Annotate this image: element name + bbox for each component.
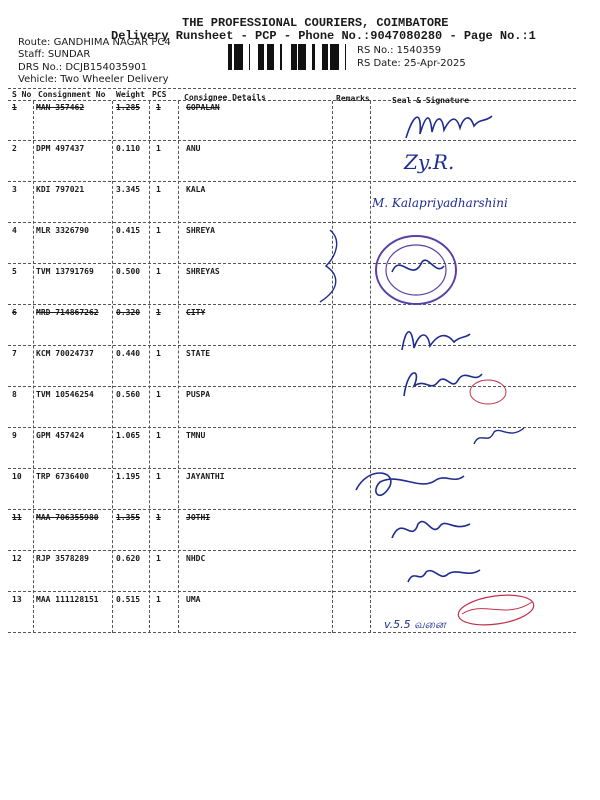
row-sno: 13 — [12, 595, 22, 604]
stamp-row13 — [452, 590, 542, 630]
barcode-bar — [330, 44, 333, 70]
vehicle-label: Vehicle: Two Wheeler Delivery — [18, 74, 169, 85]
row-pcs: 1 — [156, 267, 161, 276]
barcode — [228, 44, 356, 70]
company-name: THE PROFESSIONAL COURIERS, COIMBATORE — [182, 16, 449, 30]
col-header-pcs: PCS — [152, 90, 167, 99]
signature-row9 — [470, 420, 530, 450]
row-pcs: 1 — [156, 226, 161, 235]
row-pcs: 1 — [156, 554, 161, 563]
row-sno: 8 — [12, 390, 17, 399]
row-sno: 1 — [12, 103, 17, 112]
barcode-bar — [345, 44, 346, 70]
row-consignee: PUSPA — [186, 390, 211, 399]
row-consignment: MAA 706355980 — [36, 513, 99, 522]
barcode-bar — [270, 44, 273, 70]
col-header-remarks: Remarks — [336, 94, 370, 103]
row-consignee: CITY — [186, 308, 206, 317]
row-consignment: MAA 111128151 — [36, 595, 99, 604]
signature-row1 — [400, 104, 500, 152]
row-consignee: KALA — [186, 185, 206, 194]
row-weight: 0.560 — [116, 390, 141, 399]
row-sno: 10 — [12, 472, 22, 481]
barcode-bar — [312, 44, 315, 70]
row-pcs: 1 — [156, 431, 161, 440]
barcode-bar — [262, 44, 264, 70]
row-consignee: SHREYA — [186, 226, 215, 235]
row-pcs: 1 — [156, 595, 161, 604]
row-sno: 4 — [12, 226, 17, 235]
row-pcs: 1 — [156, 390, 161, 399]
barcode-bar — [237, 44, 238, 70]
barcode-bar — [298, 44, 300, 70]
row-pcs: 1 — [156, 513, 161, 522]
drs-number: DRS No.: DCJB154035901 — [18, 62, 148, 73]
row-weight: 1.285 — [116, 103, 141, 112]
row-consignment: DPM 497437 — [36, 144, 85, 153]
row-consignment: KDI 797021 — [36, 185, 85, 194]
barcode-bar — [261, 44, 262, 70]
barcode-bar — [333, 44, 334, 70]
row-consignment: KCM 70024737 — [36, 349, 94, 358]
row-sno: 2 — [12, 144, 17, 153]
row-consignment: MLR 3326790 — [36, 226, 89, 235]
barcode-bar — [292, 44, 294, 70]
col-header-consignment: Consignment No — [38, 90, 106, 99]
row-pcs: 1 — [156, 472, 161, 481]
barcode-bar — [249, 44, 250, 70]
signature-row13-text: v.5.5 வனை — [384, 618, 446, 631]
row-weight: 0.110 — [116, 144, 141, 153]
row-sno: 6 — [12, 308, 17, 317]
table-header-rule — [8, 100, 576, 101]
barcode-bar — [294, 44, 297, 70]
row-rule — [8, 263, 576, 264]
row-rule — [8, 468, 576, 469]
barcode-bar — [228, 44, 231, 70]
row-consignment: TRP 6736400 — [36, 472, 89, 481]
row-consignment: MRD 714867262 — [36, 308, 99, 317]
signature-row3-text: M. Kalapriyadharshini — [372, 196, 508, 210]
row-consignment: TVM 10546254 — [36, 390, 94, 399]
runsheet-title: Delivery Runsheet - PCP - Phone No.:9047080280 - Page No.:1 — [111, 29, 536, 43]
row-consignee: UMA — [186, 595, 201, 604]
row-rule — [8, 222, 576, 223]
row-sno: 7 — [12, 349, 17, 358]
col-header-sno: S No — [12, 90, 32, 99]
barcode-bar — [327, 44, 328, 70]
row-weight: 0.620 — [116, 554, 141, 563]
row-consignee: TMNU — [186, 431, 206, 440]
row-sno: 11 — [12, 513, 22, 522]
row-weight: 3.345 — [116, 185, 141, 194]
signature-row10 — [350, 462, 470, 512]
barcode-bar — [324, 44, 327, 70]
signature-row7 — [396, 356, 506, 416]
col-header-weight: Weight — [116, 90, 145, 99]
barcode-bar — [231, 44, 232, 70]
barcode-bar — [322, 44, 324, 70]
barcode-bar — [267, 44, 268, 70]
row-pcs: 1 — [156, 103, 161, 112]
row-sno: 5 — [12, 267, 17, 276]
barcode-bar — [304, 44, 306, 70]
row-consignee: JAYANTHI — [186, 472, 225, 481]
row-weight: 1.065 — [116, 431, 141, 440]
rs-date: RS Date: 25-Apr-2025 — [357, 58, 466, 69]
barcode-bar — [303, 44, 304, 70]
col-header-consignee: Consignee Details — [184, 93, 266, 102]
row-rule — [8, 509, 576, 510]
row-weight: 0.415 — [116, 226, 141, 235]
row-consignment: GPM 457424 — [36, 431, 85, 440]
row-weight: 1.355 — [116, 513, 141, 522]
row-weight: 0.320 — [116, 308, 141, 317]
row-weight: 0.500 — [116, 267, 141, 276]
stamp-seal — [370, 232, 466, 312]
barcode-bar — [234, 44, 237, 70]
barcode-bar — [334, 44, 336, 70]
staff-label: Staff: SUNDAR — [18, 49, 91, 60]
row-sno: 3 — [12, 185, 17, 194]
row-consignee: NHDC — [186, 554, 206, 563]
row-rule — [8, 304, 576, 305]
row-consignee: STATE — [186, 349, 211, 358]
row-pcs: 1 — [156, 144, 161, 153]
row-consignment: RJP 3578289 — [36, 554, 89, 563]
barcode-bar — [300, 44, 303, 70]
barcode-bar — [291, 44, 292, 70]
row-consignee: JOTHI — [186, 513, 211, 522]
row-pcs: 1 — [156, 349, 161, 358]
row-consignee: SHREYAS — [186, 267, 220, 276]
row-pcs: 1 — [156, 308, 161, 317]
row-weight: 0.515 — [116, 595, 141, 604]
row-consignee: GOPALAN — [186, 103, 220, 112]
signature-row6 — [394, 320, 474, 360]
signature-row12 — [404, 560, 484, 590]
barcode-bar — [273, 44, 274, 70]
barcode-bar — [240, 44, 243, 70]
row-rule — [8, 181, 576, 182]
row-weight: 1.195 — [116, 472, 141, 481]
barcode-bar — [280, 44, 282, 70]
row-rule — [8, 632, 576, 633]
table-top-rule — [8, 88, 576, 89]
row-rule — [8, 345, 576, 346]
signature-row11 — [386, 508, 476, 548]
col-header-seal: Seal & Signature — [392, 96, 470, 105]
row-consignee: ANU — [186, 144, 201, 153]
route-label: Route: GANDHIMA NAGAR PC4 — [18, 37, 171, 48]
signature-row2-text: Zy.R. — [404, 150, 455, 174]
row-sno: 9 — [12, 431, 17, 440]
row-weight: 0.440 — [116, 349, 141, 358]
row-rule — [8, 550, 576, 551]
row-consignment: MAN 357462 — [36, 103, 85, 112]
barcode-bar — [268, 44, 270, 70]
barcode-bar — [336, 44, 339, 70]
barcode-bar — [258, 44, 261, 70]
rs-number: RS No.: 1540359 — [357, 45, 442, 56]
row-sno: 12 — [12, 554, 22, 563]
bracket-scribble — [312, 226, 352, 306]
row-pcs: 1 — [156, 185, 161, 194]
row-consignment: TVM 13791769 — [36, 267, 94, 276]
barcode-bar — [238, 44, 240, 70]
